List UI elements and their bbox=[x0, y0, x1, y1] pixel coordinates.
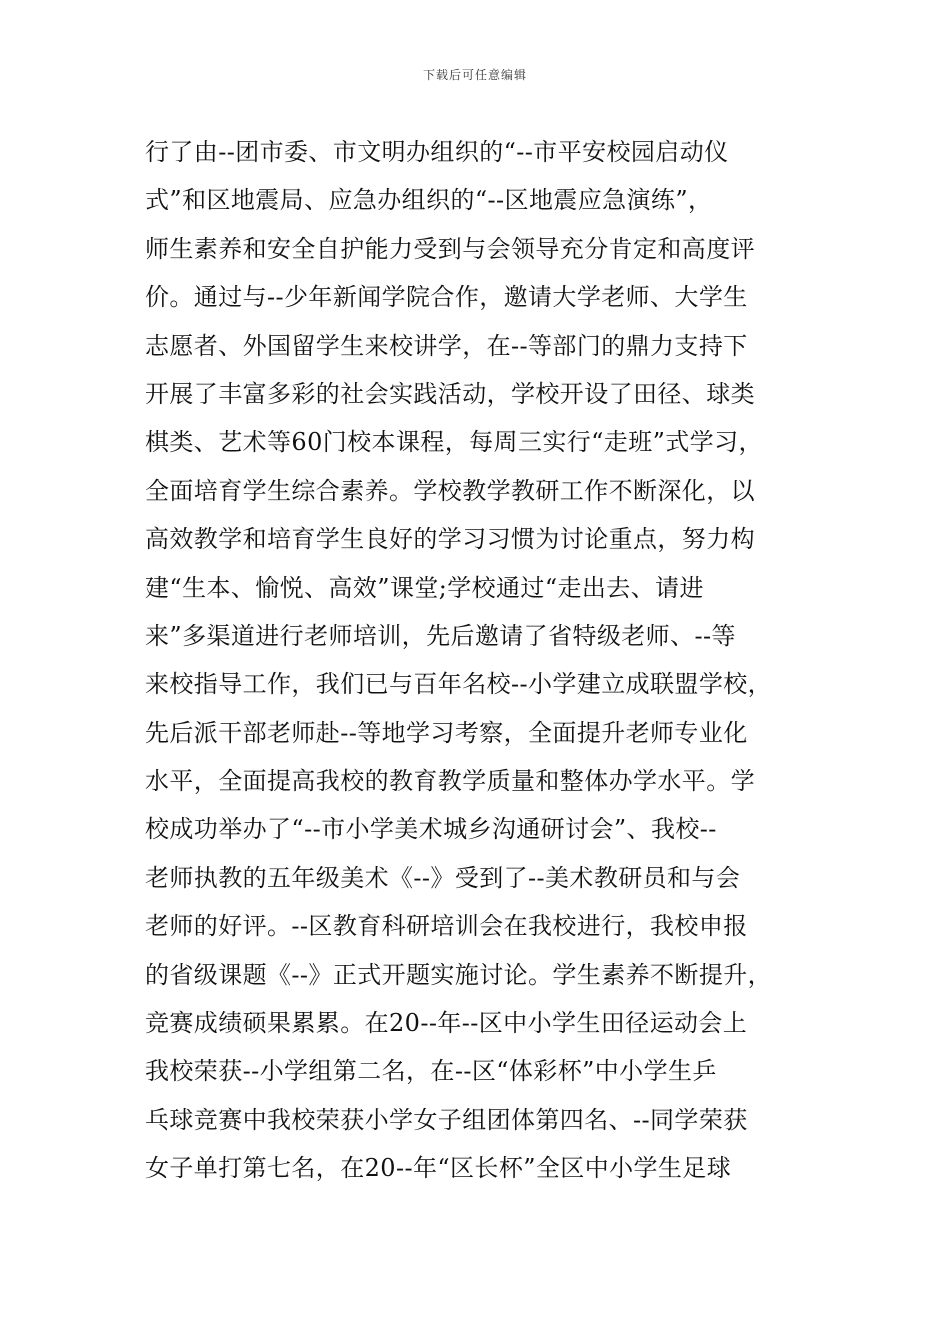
text-line: 来”多渠道进行老师培训，先后邀请了省特级老师、--等 bbox=[145, 621, 736, 650]
text-line: 先后派干部老师赴--等地学习考察，全面提升老师专业化 bbox=[145, 718, 748, 747]
text-line: 建“生本、愉悦、高效”课堂;学校通过“走出去、请进 bbox=[145, 573, 704, 602]
text-line: 志愿者、外国留学生来校讲学，在--等部门的鼎力支持下 bbox=[145, 331, 748, 360]
text-line: 女子单打第七名，在20--年“区长杯”全区中小学生足球 bbox=[145, 1154, 732, 1183]
text-line: 价。通过与--少年新闻学院合作，邀请大学老师、大学生 bbox=[145, 283, 748, 312]
text-line: 竞赛成绩硕果累累。在20--年--区中小学生田径运动会上 bbox=[145, 1009, 748, 1038]
text-line: 校成功举办了“--市小学美术城乡沟通研讨会”、我校-- bbox=[145, 815, 717, 844]
page-header-note: 下载后可任意编辑 bbox=[422, 68, 527, 82]
text-line: 老师的好评。--区教育科研培训会在我校进行，我校申报 bbox=[145, 912, 748, 941]
text-line: 棋类、艺术等60门校本课程，每周三实行“走班”式学习， bbox=[145, 428, 763, 457]
text-line: 高效教学和培育学生良好的学习习惯为讨论重点，努力构 bbox=[145, 525, 755, 554]
text-line: 乓球竞赛中我校荣获小学女子组团体第四名、--同学荣获 bbox=[145, 1105, 748, 1134]
text-line: 式”和区地震局、应急办组织的“--区地震应急演练”， bbox=[145, 186, 713, 215]
text-line: 我校荣获--小学组第二名，在--区“体彩杯”中小学生乒 bbox=[145, 1057, 717, 1086]
text-line: 师生素养和安全自护能力受到与会领导充分肯定和高度评 bbox=[145, 234, 755, 263]
text-line: 来校指导工作，我们已与百年名校--小学建立成联盟学校， bbox=[145, 670, 773, 699]
text-line: 水平，全面提高我校的教育教学质量和整体办学水平。学 bbox=[145, 767, 755, 796]
text-line: 行了由--团市委、市文明办组织的“--市平安校园启动仪 bbox=[145, 138, 729, 166]
text-line: 的省级课题《--》正式开题实施讨论。学生素养不断提升， bbox=[145, 960, 773, 989]
document-body bbox=[145, 128, 835, 1193]
text-line: 开展了丰富多彩的社会实践活动，学校开设了田径、球类 bbox=[145, 379, 755, 408]
text-line: 老师执教的五年级美术《--》受到了--美术教研员和与会 bbox=[145, 863, 741, 892]
text-line: 全面培育学生综合素养。学校教学教研工作不断深化，以 bbox=[145, 476, 755, 505]
